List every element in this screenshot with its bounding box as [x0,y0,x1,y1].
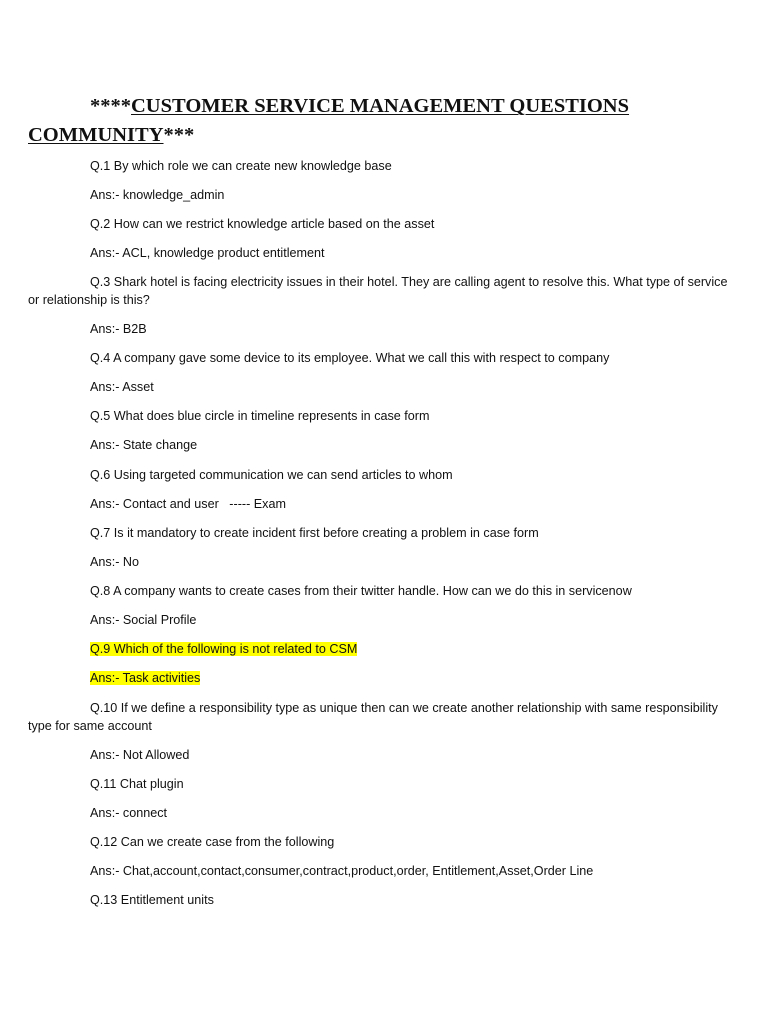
title-suffix: *** [163,124,195,146]
answer-5: Ans:- State change [90,438,198,452]
question-10: Q.10 If we define a responsibility type as unique then can we create another relationship with same responsibility type for same account [28,701,718,733]
answer-7: Ans:- No [90,555,139,569]
question-13: Q.13 Entitlement units [90,893,214,907]
answer-4: Ans:- Asset [90,380,154,394]
title-underlined-line1: CUSTOMER SERVICE MANAGEMENT QUESTIONS [131,95,630,117]
question-7: Q.7 Is it mandatory to create incident first before creating a problem in case form [90,526,539,540]
question-8: Q.8 A company wants to create cases from their twitter handle. How can we do this in servicenow [90,584,632,598]
question-1: Q.1 By which role we can create new knowledge base [90,159,392,173]
question-4: Q.4 A company gave some device to its employee. What we call this with respect to company [90,351,610,365]
title-prefix: **** [90,95,131,117]
answer-9-highlight: Ans:- Task activities [90,671,201,685]
question-9-highlight: Q.9 Which of the following is not related to CSM [90,642,358,656]
answer-2: Ans:- ACL, knowledge product entitlement [90,246,325,260]
question-12: Q.12 Can we create case from the following [90,835,335,849]
question-5: Q.5 What does blue circle in timeline represents in case form [90,409,430,423]
answer-8: Ans:- Social Profile [90,613,197,627]
question-11: Q.11 Chat plugin [90,777,184,791]
answer-12: Ans:- Chat,account,contact,consumer,contract,product,order, Entitlement,Asset,Order Line [90,864,594,878]
answer-11: Ans:- connect [90,806,168,820]
question-6: Q.6 Using targeted communication we can send articles to whom [90,468,453,482]
answer-6: Ans:- Contact and user ----- Exam [90,497,286,511]
document-title [28,92,738,150]
question-9 [28,640,740,658]
answer-10: Ans:- Not Allowed [90,748,190,762]
answer-9 [28,669,740,687]
title-underlined-line2: COMMUNITY [28,124,164,146]
answer-1: Ans:- knowledge_admin [90,188,225,202]
question-2: Q.2 How can we restrict knowledge article based on the asset [90,217,435,231]
question-3: Q.3 Shark hotel is facing electricity issues in their hotel. They are calling agent to resolve this. What type of service or relationship is this? [28,275,728,307]
answer-3: Ans:- B2B [90,322,147,336]
